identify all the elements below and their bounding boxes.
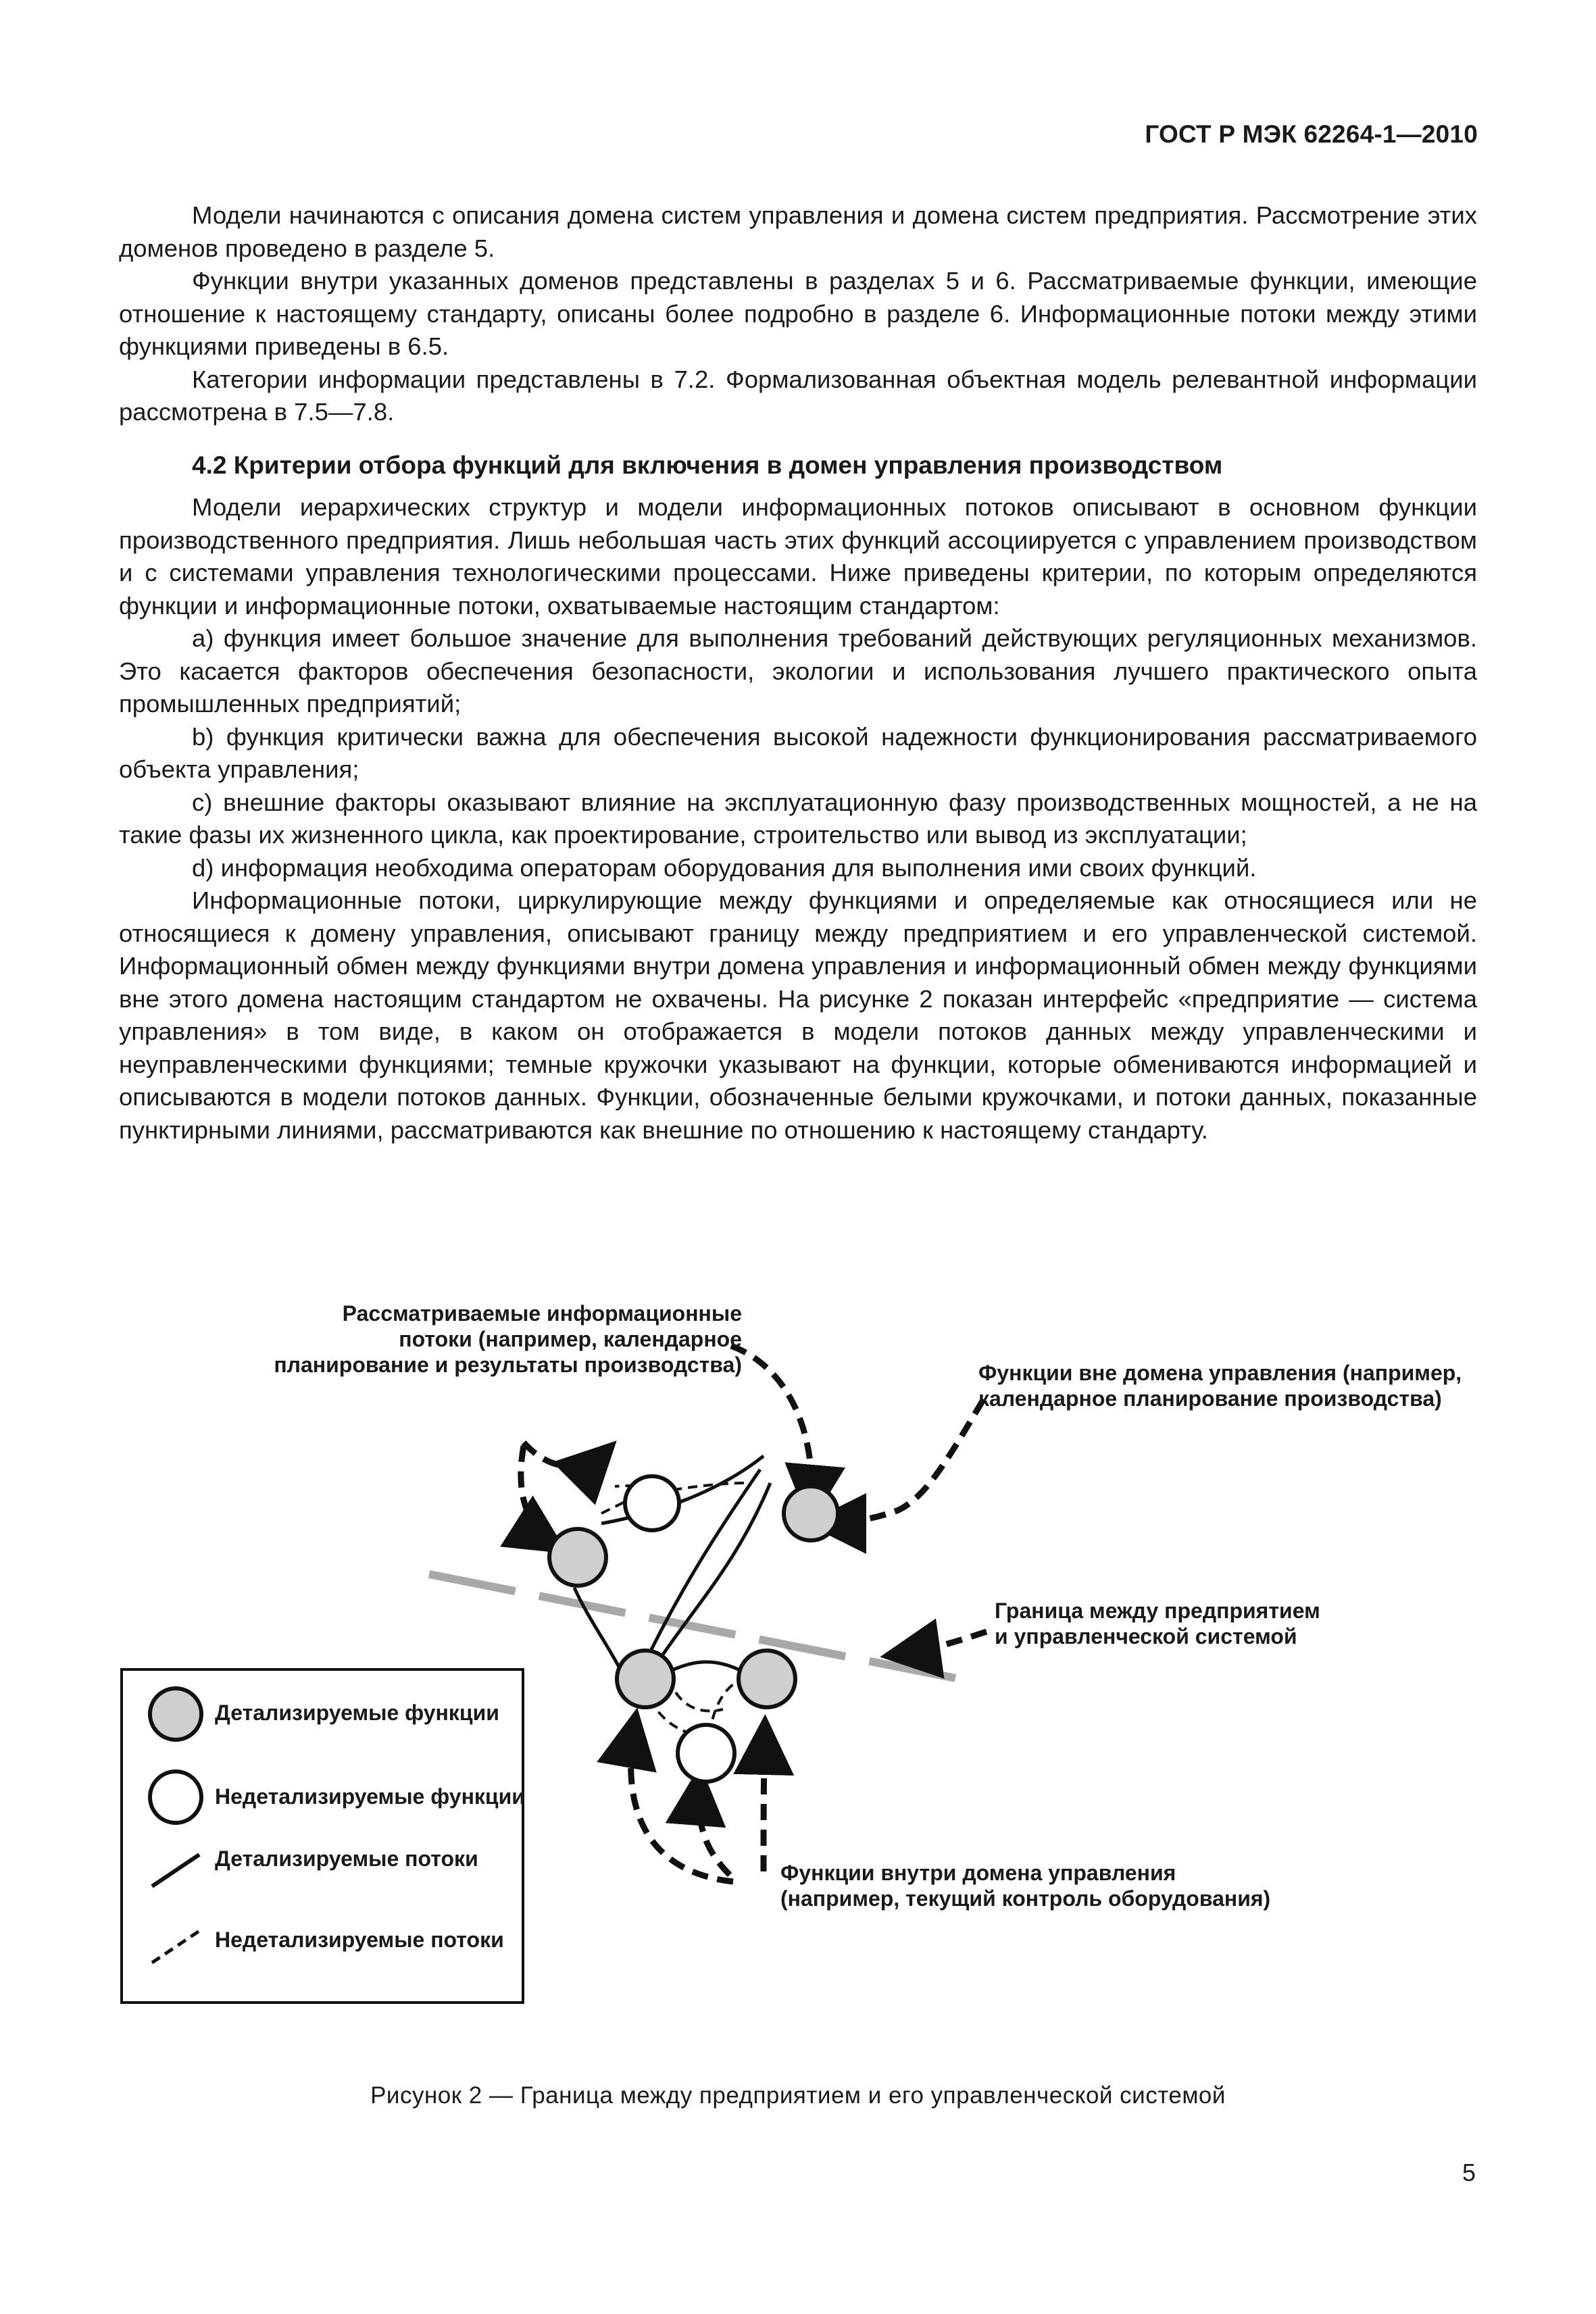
standard-header: ГОСТ Р МЭК 62264-1—2010	[1145, 120, 1478, 148]
label-boundary: Граница между предприятием и управленческой системой	[995, 1599, 1320, 1649]
figure-caption: Рисунок 2 — Граница между предприятием и его управленческой системой	[370, 2082, 1226, 2109]
paragraph: Модели иерархических структур и модели информационных потоков описывают в основном функции производственного предприятия. Лишь небольшая часть этих функций ассоциируется с управлением производством и с системами управления технологическими процессами. Ниже приведены критерии, по которым определяются функции и информационные потоки, охватываемые настоящим стандартом:	[119, 493, 1477, 620]
list-item-c: c) внешние факторы оказывают влияние на эксплуатационную фазу производственных мощностей, а не на такие фазы их жизненного цикла, как проектирование, строительство или вывод из эксплуатации;	[119, 788, 1477, 849]
paragraph: Информационные потоки, циркулирующие между функциями и определяемые как относящиеся или не относящиеся к домену управления, описывают границу между предприятием и его управленческой системой. Информационный обмен между функциями внутри домена управления и информационный обмен между функциями вне этого домена настоящим стандартом не охвачены. На рисунке 2 показан интерфейс «предприятие — система управления» в том виде, в каком он отображается в модели потоков данных между управленческими и неуправленческими функциями; темные кружочки указывают на функции, которые обмениваются информацией и описываются в модели потоков данных. Функции, обозначенные белыми кружочками, и потоки данных, показанные пунктирными линиями, рассматриваются как внешние по отношению к настоящему стандарту.	[119, 886, 1477, 1144]
list-item-b: b) функция критически важна для обеспечения высокой надежности функционирования рассматриваемого объекта управления;	[119, 722, 1477, 783]
arrows	[521, 1346, 987, 1882]
paragraph: Категории информации представлены в 7.2. Формализованная объектная модель релевантной информации рассмотрена в 7.5—7.8.	[119, 365, 1477, 426]
legend-undetailed-flows: Недетализируемые потоки	[215, 1928, 504, 1952]
legend-detailed-functions: Детализируемые функции	[215, 1701, 499, 1725]
paragraph: Функции внутри указанных доменов представлены в разделах 5 и 6. Рассматриваемые функции, имеющие отношение к настоящему стандарту, описаны более подробно в разделе 6. Информационные потоки между этими функциями приведены в 6.5.	[119, 267, 1477, 360]
page-number: 5	[1462, 2159, 1476, 2186]
node-detailed	[617, 1651, 674, 1707]
node-undetailed	[625, 1476, 679, 1530]
label-outside-domain: Функции вне домена управления (например, календарное планирование производства)	[978, 1361, 1462, 1411]
boundary-line	[429, 1574, 976, 1682]
node-undetailed	[678, 1725, 734, 1782]
legend-undetailed-functions: Недетализируемые функции	[215, 1784, 525, 1809]
node-detailed	[549, 1529, 606, 1586]
list-item-a: a) функция имеет большое значение для выполнения требований действующих регуляционных механизмов. Это касается факторов обеспечения безопасности, экологии и использования лучшего практического опыта промышленных предприятий;	[119, 624, 1477, 718]
legend-detailed-flows: Детализируемые потоки	[215, 1846, 478, 1871]
body-text	[119, 199, 1477, 1147]
node-detailed	[784, 1486, 838, 1540]
node-detailed	[739, 1651, 795, 1707]
list-item-d: d) информация необходима операторам оборудования для выполнения ими своих функций.	[192, 853, 1257, 882]
figure-2	[115, 1280, 1487, 2189]
section-heading: 4.2 Критерии отбора функций для включения в домен управления производством	[192, 451, 1223, 479]
label-considered-flows: Рассматриваемые информационные потоки (например, календарное планирование и результаты производства)	[274, 1301, 742, 1377]
paragraph: Модели начинаются с описания домена систем управления и домена систем предприятия. Рассмотрение этих доменов проведено в разделе 5.	[119, 201, 1477, 262]
label-inside-domain: Функции внутри домена управления (например, текущий контроль оборудования)	[780, 1861, 1271, 1911]
